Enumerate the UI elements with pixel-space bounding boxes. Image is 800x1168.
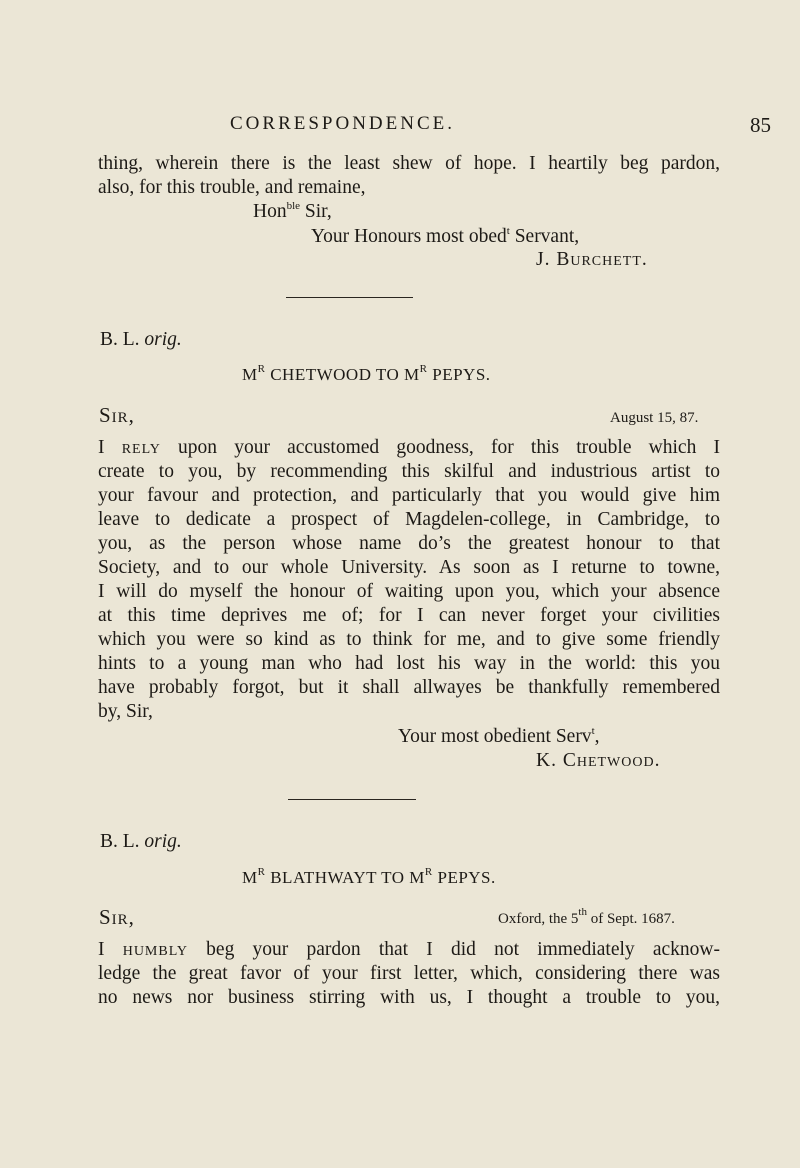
letter2-opening-word: rely <box>121 437 161 458</box>
letter1-closing <box>311 225 579 249</box>
running-head <box>0 113 800 143</box>
letter2-closing-rest: , <box>594 726 600 747</box>
letter1-salutation-main: Hon <box>253 201 287 222</box>
letter2-closing-sup: t <box>591 725 595 737</box>
letter1-salutation <box>253 200 332 224</box>
letter1-source-note: orig. <box>144 329 182 350</box>
letter3-line-1 <box>98 938 720 962</box>
letter3-heading-part-c: PEPYS. <box>432 868 496 887</box>
letter2-heading <box>242 365 491 385</box>
letter3-heading <box>242 868 496 888</box>
letter2-heading-sup-b: R <box>419 363 428 375</box>
letter2-line-1-text: upon your accustomed goodness, for this trouble which I <box>160 437 721 458</box>
letter2-line-1 <box>98 436 720 460</box>
letter2-heading-part-a: M <box>242 365 258 384</box>
letter2-line-8: at this time deprives me of; for I can never forget your civilities <box>98 605 720 626</box>
letter3-date-part-b: of Sept. 1687. <box>586 911 675 927</box>
letter2-source-note: orig. <box>144 831 182 852</box>
letter3-heading-sup-a: R <box>257 866 266 878</box>
letter2-source-label: B. L. <box>100 831 140 852</box>
letter2-line-9: which you were so kind as to think for me, and to give some friendly <box>98 629 720 650</box>
letter2-line-2: create to you, by recommending this skilful and industrious artist to <box>98 461 720 482</box>
letter2-closing-main: Your most obedient Serv <box>398 726 592 747</box>
running-head-title: CORRESPONDENCE. <box>230 113 455 134</box>
letter1-closing-rest: Servant, <box>509 226 580 247</box>
letter3-line-1-text: beg your pardon that I did not immediately acknow- <box>187 939 720 960</box>
letter3-line-3: no news nor business stirring with us, I thought a trouble to you, <box>98 987 720 1008</box>
letter2-salutation: Sir, <box>99 403 135 427</box>
letter1-closing-main: Your Honours most obed <box>311 226 507 247</box>
letter2-last-line: by, Sir, <box>98 701 153 722</box>
letter3-line-2: ledge the great favor of your first letter, which, considering there was <box>98 963 720 984</box>
letter3-salutation: Sir, <box>99 905 135 929</box>
letter3-date-sup: th <box>578 906 587 918</box>
letter1-salutation-sup: ble <box>286 200 301 212</box>
letter2-heading-part-c: PEPYS. <box>427 365 491 384</box>
letter1-source-label: B. L. <box>100 329 140 350</box>
letter3-opening-word: humbly <box>122 939 188 960</box>
letter2-line-10: hints to a young man who had lost his way in the world: this you <box>98 653 720 674</box>
letter2-line-4: leave to dedicate a prospect of Magdelen-college, in Cambridge, to <box>98 509 720 530</box>
letter2-heading-part-b: CHETWOOD TO M <box>265 365 420 384</box>
letter3-heading-part-a: M <box>242 868 258 887</box>
letter3-date <box>498 906 675 928</box>
page-number: 85 <box>750 113 771 137</box>
letter1-line-2: also, for this trouble, and remaine, <box>98 177 366 198</box>
letter1-closing-sup: t <box>506 225 510 237</box>
letter2-line-6: Society, and to our whole University. As soon as I returne to towne, <box>98 557 720 578</box>
section-divider-2 <box>288 799 416 800</box>
letter2-line-3: your favour and protection, and particularly that you would give him <box>98 485 720 506</box>
letter2-source <box>100 830 182 854</box>
letter2-line-5: you, as the person whose name do’s the greatest honour to that <box>98 533 720 554</box>
letter3-date-part-a: Oxford, the 5 <box>498 911 579 927</box>
letter3-heading-sup-b: R <box>424 866 433 878</box>
letter2-closing <box>398 725 600 749</box>
letter2-line-11: have probably forgot, but it shall allwayes be thankfully remembered <box>98 677 720 698</box>
section-divider-1 <box>286 297 413 298</box>
letter1-line-1: thing, wherein there is the least shew of hope. I heartily beg pardon, <box>98 153 720 174</box>
letter3-heading-part-b: BLATHWAYT TO M <box>265 868 425 887</box>
letter2-heading-sup-a: R <box>257 363 266 375</box>
letter1-salutation-rest: Sir, <box>300 201 332 222</box>
letter1-source <box>100 328 182 352</box>
letter1-signature: J. Burchett. <box>536 249 648 270</box>
letter3-initial: I <box>98 939 123 960</box>
letter2-line-7: I will do myself the honour of waiting upon you, which your absence <box>98 581 720 602</box>
letter2-initial: I <box>98 437 122 458</box>
letter2-date: August 15, 87. <box>610 410 699 426</box>
letter2-signature: K. Chetwood. <box>536 750 661 771</box>
